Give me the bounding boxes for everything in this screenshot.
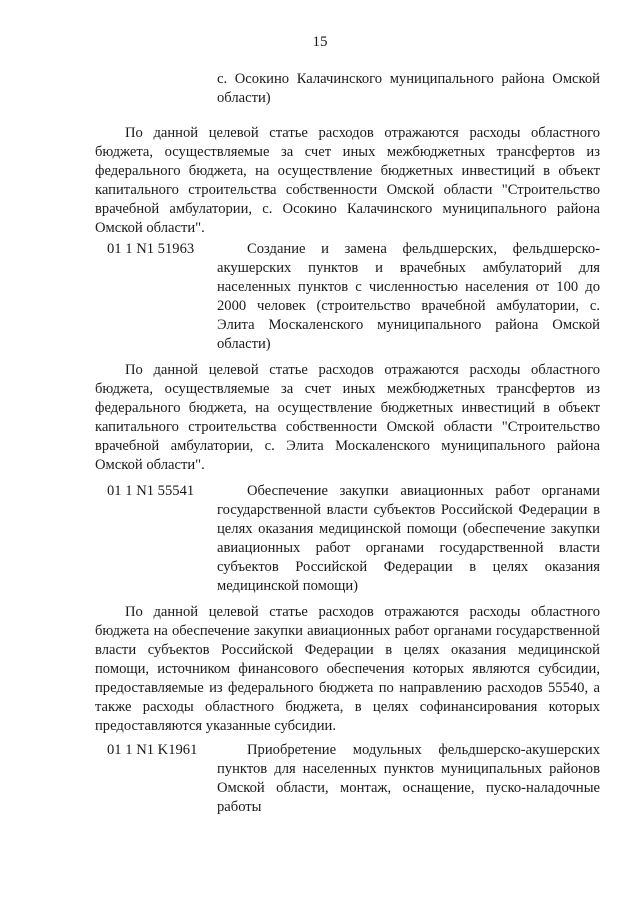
paragraph-2: По данной целевой статье расходов отражаются расходы областного бюджета, осуществляемые за счет иных межбюджетных трансфертов из федерального бюджета, на осуществление бюджетных инвестиций в объект капитального строительства собственности Омской области "Строительство врачебной амбулатории, с. Элита Москаленского муниципального района Омской области".: [95, 362, 600, 473]
entry-title-3: Приобретение модульных фельдшерско-акушерских пунктов для населенных пунктов муниципальных районов Омской области, монтаж, оснащение, пуско-наладочные работы: [217, 742, 600, 815]
entry-code-1: 01 1 N1 51963: [107, 241, 195, 257]
paragraph-1: По данной целевой статье расходов отражаются расходы областного бюджета, осуществляемые за счет иных межбюджетных трансфертов из федерального бюджета, на осуществление бюджетных инвестиций в объект капитального строительства собственности Омской области "Строительство врачебной амбулатории, с. Осокино Калачинского муниципального района Омской области".: [95, 125, 600, 236]
page-number: 15: [312, 34, 328, 50]
paragraph-3: По данной целевой статье расходов отражаются расходы областного бюджета на обеспечение закупки авиационных работ органами государственной власти субъектов Российской Федерации в целях оказания медицинской помощи, источником финансового обеспечения которых являются субсидии, предоставляемые из федерального бюджета по направлению расходов 55540, а также расходы областного бюджета, в целях софинансирования которых предоставляются указанные субсидии.: [95, 604, 600, 734]
entry-code-2: 01 1 N1 55541: [107, 483, 195, 499]
entry-title-2: Обеспечение закупки авиационных работ органами государственной власти субъектов Российской Федерации в целях оказания медицинской помощи (обеспечение закупки авиационных работ органами государственной власти субъектов Российской Федерации в целях оказания медицинской помощи): [217, 483, 600, 594]
entry-title-1: Создание и замена фельдшерских, фельдшерско-акушерских пунктов и врачебных амбулаторий для населенных пунктов с численностью населения от 100 до 2000 человек (строительство врачебной амбулатории, с. Элита Москаленского муниципального района Омской области): [217, 241, 600, 352]
entry-code-3: 01 1 N1 K1961: [107, 742, 198, 758]
continued-entry-title: с. Осокино Калачинского муниципального района Омской области): [217, 71, 600, 106]
